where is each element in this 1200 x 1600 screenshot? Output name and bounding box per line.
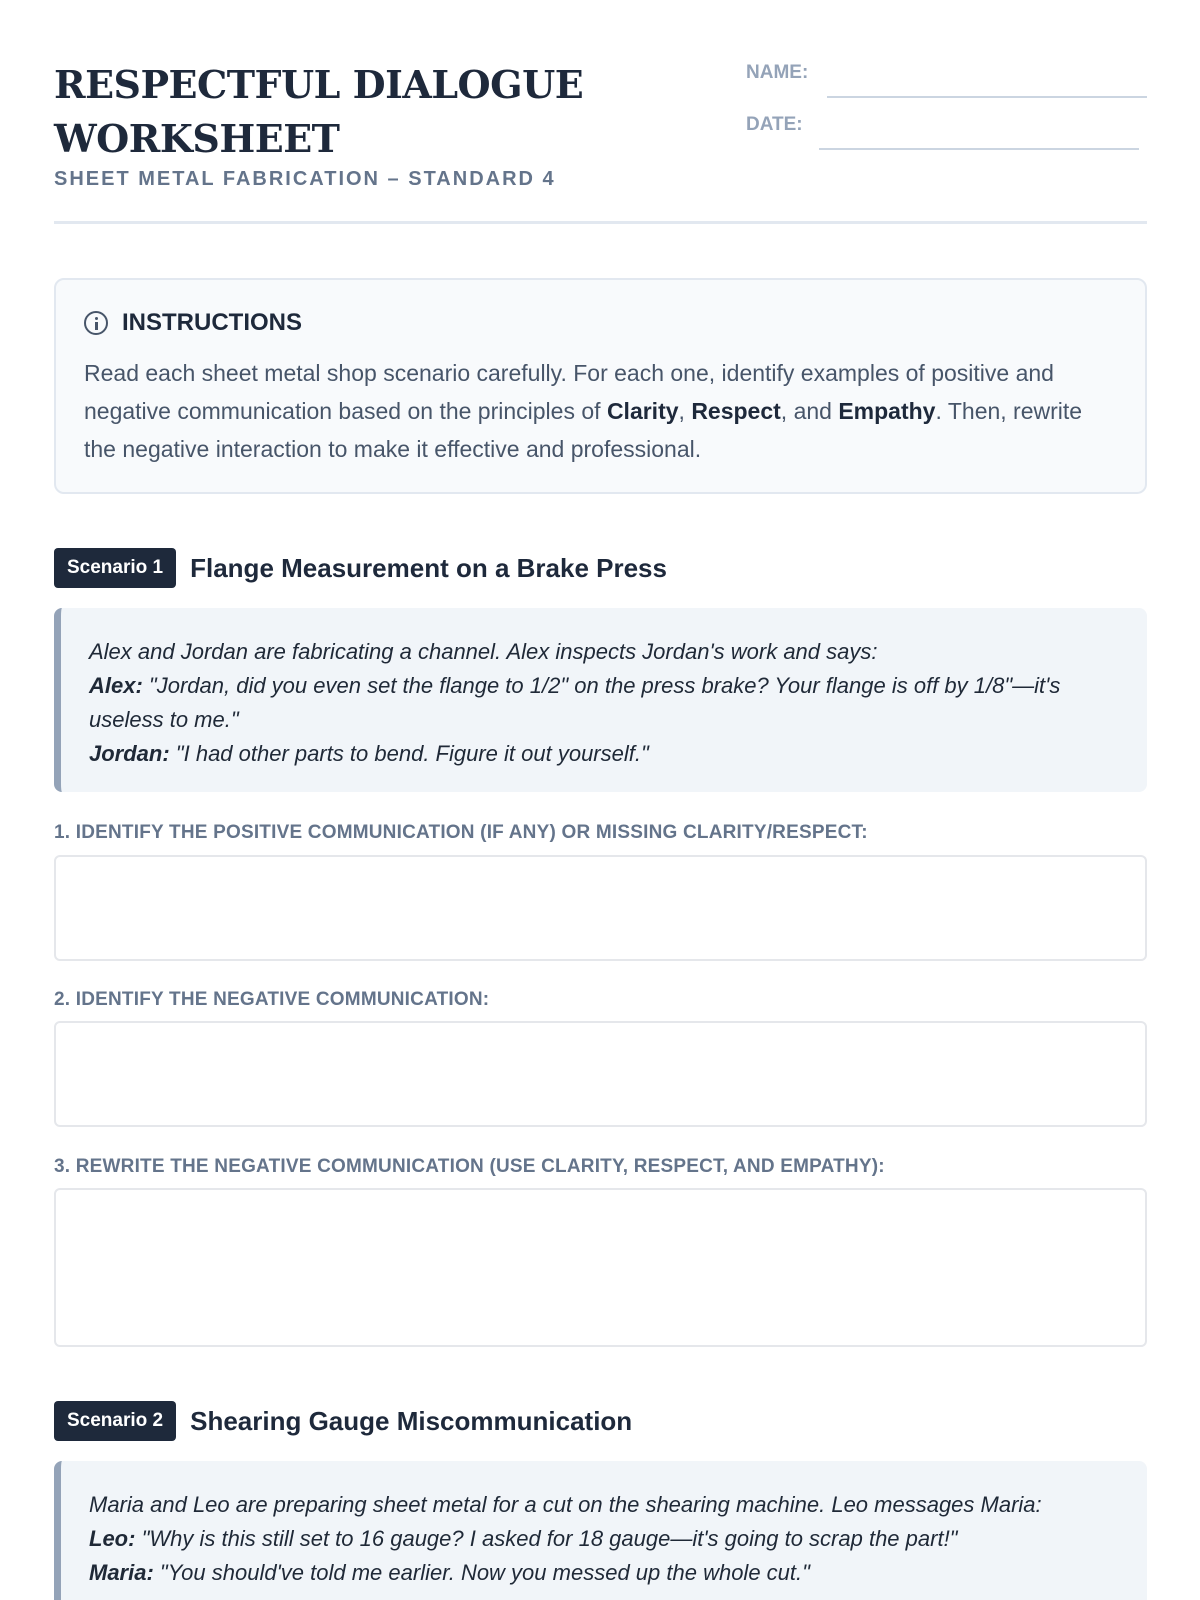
scenario-intro: Alex and Jordan are fabricating a channel. Alex inspects Jordan's work and says: <box>89 639 878 664</box>
name-label: NAME: <box>746 62 809 83</box>
scenario-2-dialogue <box>54 1461 1147 1600</box>
name-input-line[interactable] <box>827 96 1147 98</box>
date-input-line[interactable] <box>819 148 1139 150</box>
scenario-1-dialogue <box>54 608 1147 792</box>
answer-box-1[interactable] <box>54 855 1147 961</box>
answer-box-3[interactable] <box>54 1188 1147 1347</box>
instructions-text-part: Read each sheet metal shop scenario carefully. For each one, identify examples of positive and negative communication based on the principles of <box>84 360 1054 424</box>
dialogue-text: "You should've told me earlier. Now you messed up the whole cut." <box>153 1560 810 1585</box>
scenario-title: Shearing Gauge Miscommunication <box>190 1405 633 1436</box>
page-title: RESPECTFUL DIALOGUE WORKSHEET <box>54 62 584 161</box>
scenario-intro: Maria and Leo are preparing sheet metal for a cut on the shearing machine. Leo messages Maria: <box>89 1492 1042 1517</box>
scenario-1-header <box>54 548 667 588</box>
speaker-name: Leo: <box>89 1526 136 1551</box>
dialogue-line <box>89 737 1119 771</box>
dialogue-text: "I had other parts to bend. Figure it out yourself." <box>169 741 649 766</box>
instructions-header <box>84 308 302 338</box>
date-label: DATE: <box>746 114 803 135</box>
principle-respect: Respect <box>691 398 781 424</box>
speaker-name: Maria: <box>89 1560 154 1585</box>
dialogue-line <box>89 1556 1119 1590</box>
date-field[interactable] <box>746 114 803 136</box>
instructions-text-part: . Then, rewrite the negative interaction to make it effective and professional. <box>84 398 1083 462</box>
answer-box-2[interactable] <box>54 1021 1147 1127</box>
instructions-text <box>84 354 1114 468</box>
dialogue-text: "Jordan, did you even set the flange to 1/2" on the press brake? Your flange is off by 1/8"—it's useless to me." <box>89 673 1061 732</box>
scenario-title: Flange Measurement on a Brake Press <box>190 552 667 583</box>
scenario-2-header <box>54 1401 632 1441</box>
speaker-name: Alex: <box>89 673 143 698</box>
name-field[interactable] <box>746 62 808 84</box>
scenario-badge: Scenario 1 <box>54 548 176 588</box>
instructions-separator: , <box>678 398 692 424</box>
question-3-label: 3. REWRITE THE NEGATIVE COMMUNICATION (USE CLARITY, RESPECT, AND EMPATHY): <box>54 1156 885 1177</box>
speaker-name: Jordan: <box>89 741 170 766</box>
info-icon <box>84 311 108 335</box>
instructions-title: INSTRUCTIONS <box>122 309 302 336</box>
instructions-box <box>54 278 1147 494</box>
page-subtitle: SHEET METAL FABRICATION – STANDARD 4 <box>54 168 556 190</box>
scenario-badge: Scenario 2 <box>54 1401 176 1441</box>
principle-empathy: Empathy <box>838 398 936 424</box>
dialogue-line <box>89 1522 1119 1556</box>
principle-clarity: Clarity <box>606 398 679 424</box>
worksheet-header <box>54 56 1147 224</box>
question-1-label: 1. IDENTIFY THE POSITIVE COMMUNICATION (IF ANY) OR MISSING CLARITY/RESPECT: <box>54 822 868 843</box>
worksheet-page <box>54 0 1147 1600</box>
dialogue-text: "Why is this still set to 16 gauge? I asked for 18 gauge—it's going to scrap the part!" <box>135 1526 958 1551</box>
question-2-label: 2. IDENTIFY THE NEGATIVE COMMUNICATION: <box>54 989 490 1010</box>
dialogue-line <box>89 669 1119 737</box>
instructions-separator: , and <box>780 398 839 424</box>
